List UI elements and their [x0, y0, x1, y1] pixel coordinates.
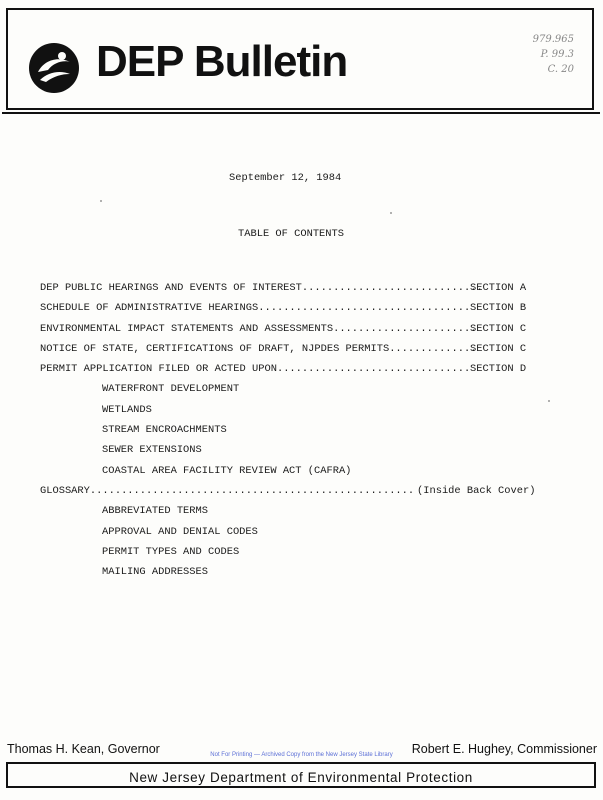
toc-entry-section: SECTION D	[470, 363, 527, 376]
toc-entry	[40, 282, 560, 302]
bulletin-date: September 12, 1984	[229, 172, 342, 184]
toc-entry	[40, 302, 560, 322]
toc-subitem: PERMIT TYPES AND CODES	[102, 545, 240, 558]
toc-entry-label: PERMIT APPLICATION FILED OR ACTED UPON...............................	[40, 363, 471, 376]
toc-subitem: WATERFRONT DEVELOPMENT	[102, 383, 240, 396]
header-rule	[2, 112, 600, 114]
toc-entry-label: SCHEDULE OF ADMINISTRATIVE HEARINGS..................................	[40, 302, 471, 315]
toc-entry-section: (Inside Back Cover)	[417, 484, 536, 497]
toc-entry-label: GLOSSARY....................................................	[40, 484, 415, 497]
toc-subitem: COASTAL AREA FACILITY REVIEW ACT (CAFRA)	[102, 464, 352, 477]
department-name: New Jersey Department of Environmental Protection	[129, 770, 473, 785]
toc-entry-section: SECTION C	[470, 322, 527, 335]
toc-title: TABLE OF CONTENTS	[238, 228, 345, 240]
toc-subitem: SEWER EXTENSIONS	[102, 444, 202, 457]
toc-entry-label: ENVIRONMENTAL IMPACT STATEMENTS AND ASSESSMENTS.......................	[40, 322, 477, 335]
toc-entry	[40, 323, 560, 343]
dep-seal-logo-icon	[28, 42, 80, 94]
masthead-box	[6, 8, 594, 110]
toc-subitem: STREAM ENCROACHMENTS	[102, 424, 227, 437]
commissioner-credit: Robert E. Hughey, Commissioner	[411, 742, 597, 756]
toc-entry-glossary	[40, 485, 560, 505]
toc-entry-label: NOTICE OF STATE, CERTIFICATIONS OF DRAFT, NJPDES PERMITS..............	[40, 342, 477, 355]
table-of-contents	[40, 282, 560, 586]
handwritten-annotation: 979.965 P. 99.3 C. 20	[532, 34, 574, 75]
department-banner	[6, 762, 596, 788]
toc-subitem: ABBREVIATED TERMS	[102, 505, 209, 518]
scan-speck	[390, 212, 392, 214]
toc-entry-label: DEP PUBLIC HEARINGS AND EVENTS OF INTEREST.............................	[40, 282, 483, 294]
toc-subitem: MAILING ADDRESSES	[102, 566, 209, 579]
masthead-title: DEP Bulletin	[96, 37, 348, 86]
scan-speck	[548, 400, 550, 402]
toc-entry-section: SECTION B	[470, 302, 527, 315]
scan-speck	[100, 200, 102, 202]
archive-scan-note: Not For Printing — Archived Copy from the New Jersey State Library	[210, 752, 393, 758]
toc-entry	[40, 363, 560, 383]
toc-entry-section: SECTION A	[470, 282, 527, 294]
toc-entry	[40, 343, 560, 363]
governor-credit: Thomas H. Kean, Governor	[7, 742, 160, 756]
toc-subitem: APPROVAL AND DENIAL CODES	[102, 525, 258, 538]
toc-subitem: WETLANDS	[102, 403, 152, 416]
toc-entry-section: SECTION C	[470, 342, 527, 355]
